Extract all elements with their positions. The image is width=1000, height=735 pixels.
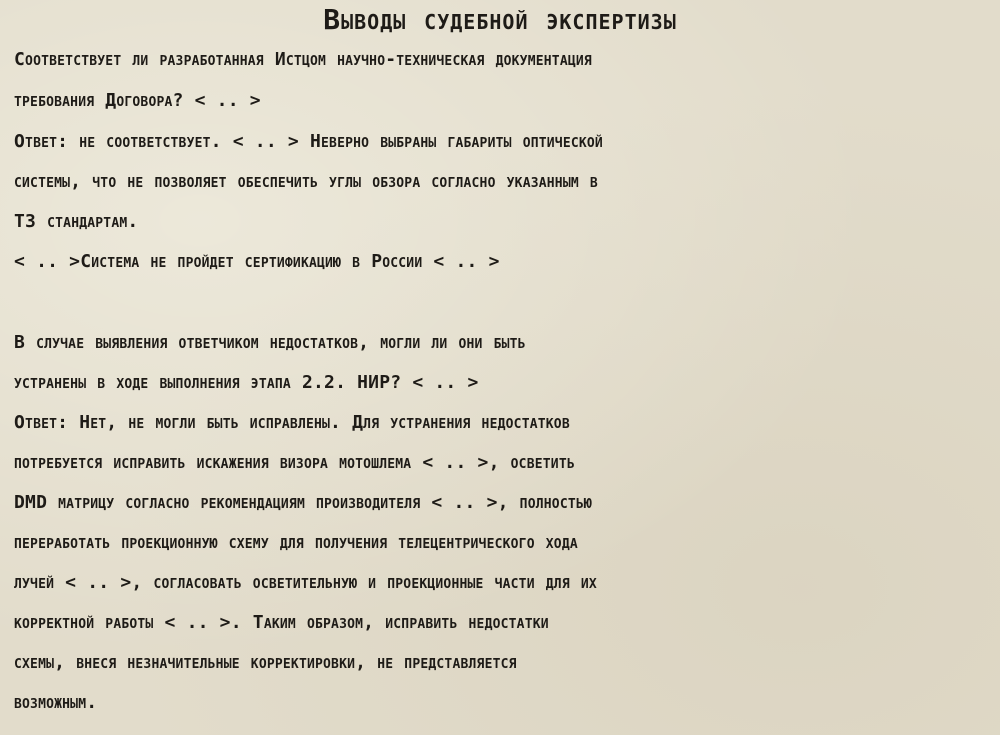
answer-1-line-1: Ответ: не соответствует. < .. > Неверно выбраны габариты оптической xyxy=(14,131,603,152)
answer-1-line-4: < .. >Система не пройдет сертификацию в России < .. > xyxy=(14,251,500,272)
answer-2-line-3: DMD матрицу согласно рекомендациям производителя < .. >, полностью xyxy=(14,492,592,513)
answer-2-line-8: возможным. xyxy=(14,692,98,713)
question-2-line-1: В случае выявления ответчиком недостатков, могли ли они быть xyxy=(14,332,526,353)
answer-1-line-3: ТЗ стандартам. xyxy=(14,211,139,232)
answer-2-line-5: лучей < .. >, согласовать осветительную и проекционные части для их xyxy=(14,572,597,593)
question-1-line-1: Соответствует ли разработанная Истцом научно-техническая документация xyxy=(14,49,592,70)
document-title: Выводы судебной экспертизы xyxy=(323,3,677,36)
answer-2-line-7: схемы, внеся незначительные корректировки, не представляется xyxy=(14,652,517,673)
question-2-line-2: устранены в ходе выполнения этапа 2.2. НИР? < .. > xyxy=(14,372,479,393)
answer-2-line-1: Ответ: Нет, не могли быть исправлены. Для устранения недостатков xyxy=(14,412,570,433)
answer-2-line-6: корректной работы < .. >. Таким образом, исправить недостатки xyxy=(14,612,549,633)
question-1-line-2: требования Договора? < .. > xyxy=(14,90,261,111)
answer-1-line-2: системы, что не позволяет обеспечить углы обзора согласно указанным в xyxy=(14,171,598,192)
answer-2-line-4: переработать проекционную схему для получения телецентрического хода xyxy=(14,532,578,553)
answer-2-line-2: потребуется исправить искажения визора мотошлема < .. >, осветить xyxy=(14,452,575,473)
